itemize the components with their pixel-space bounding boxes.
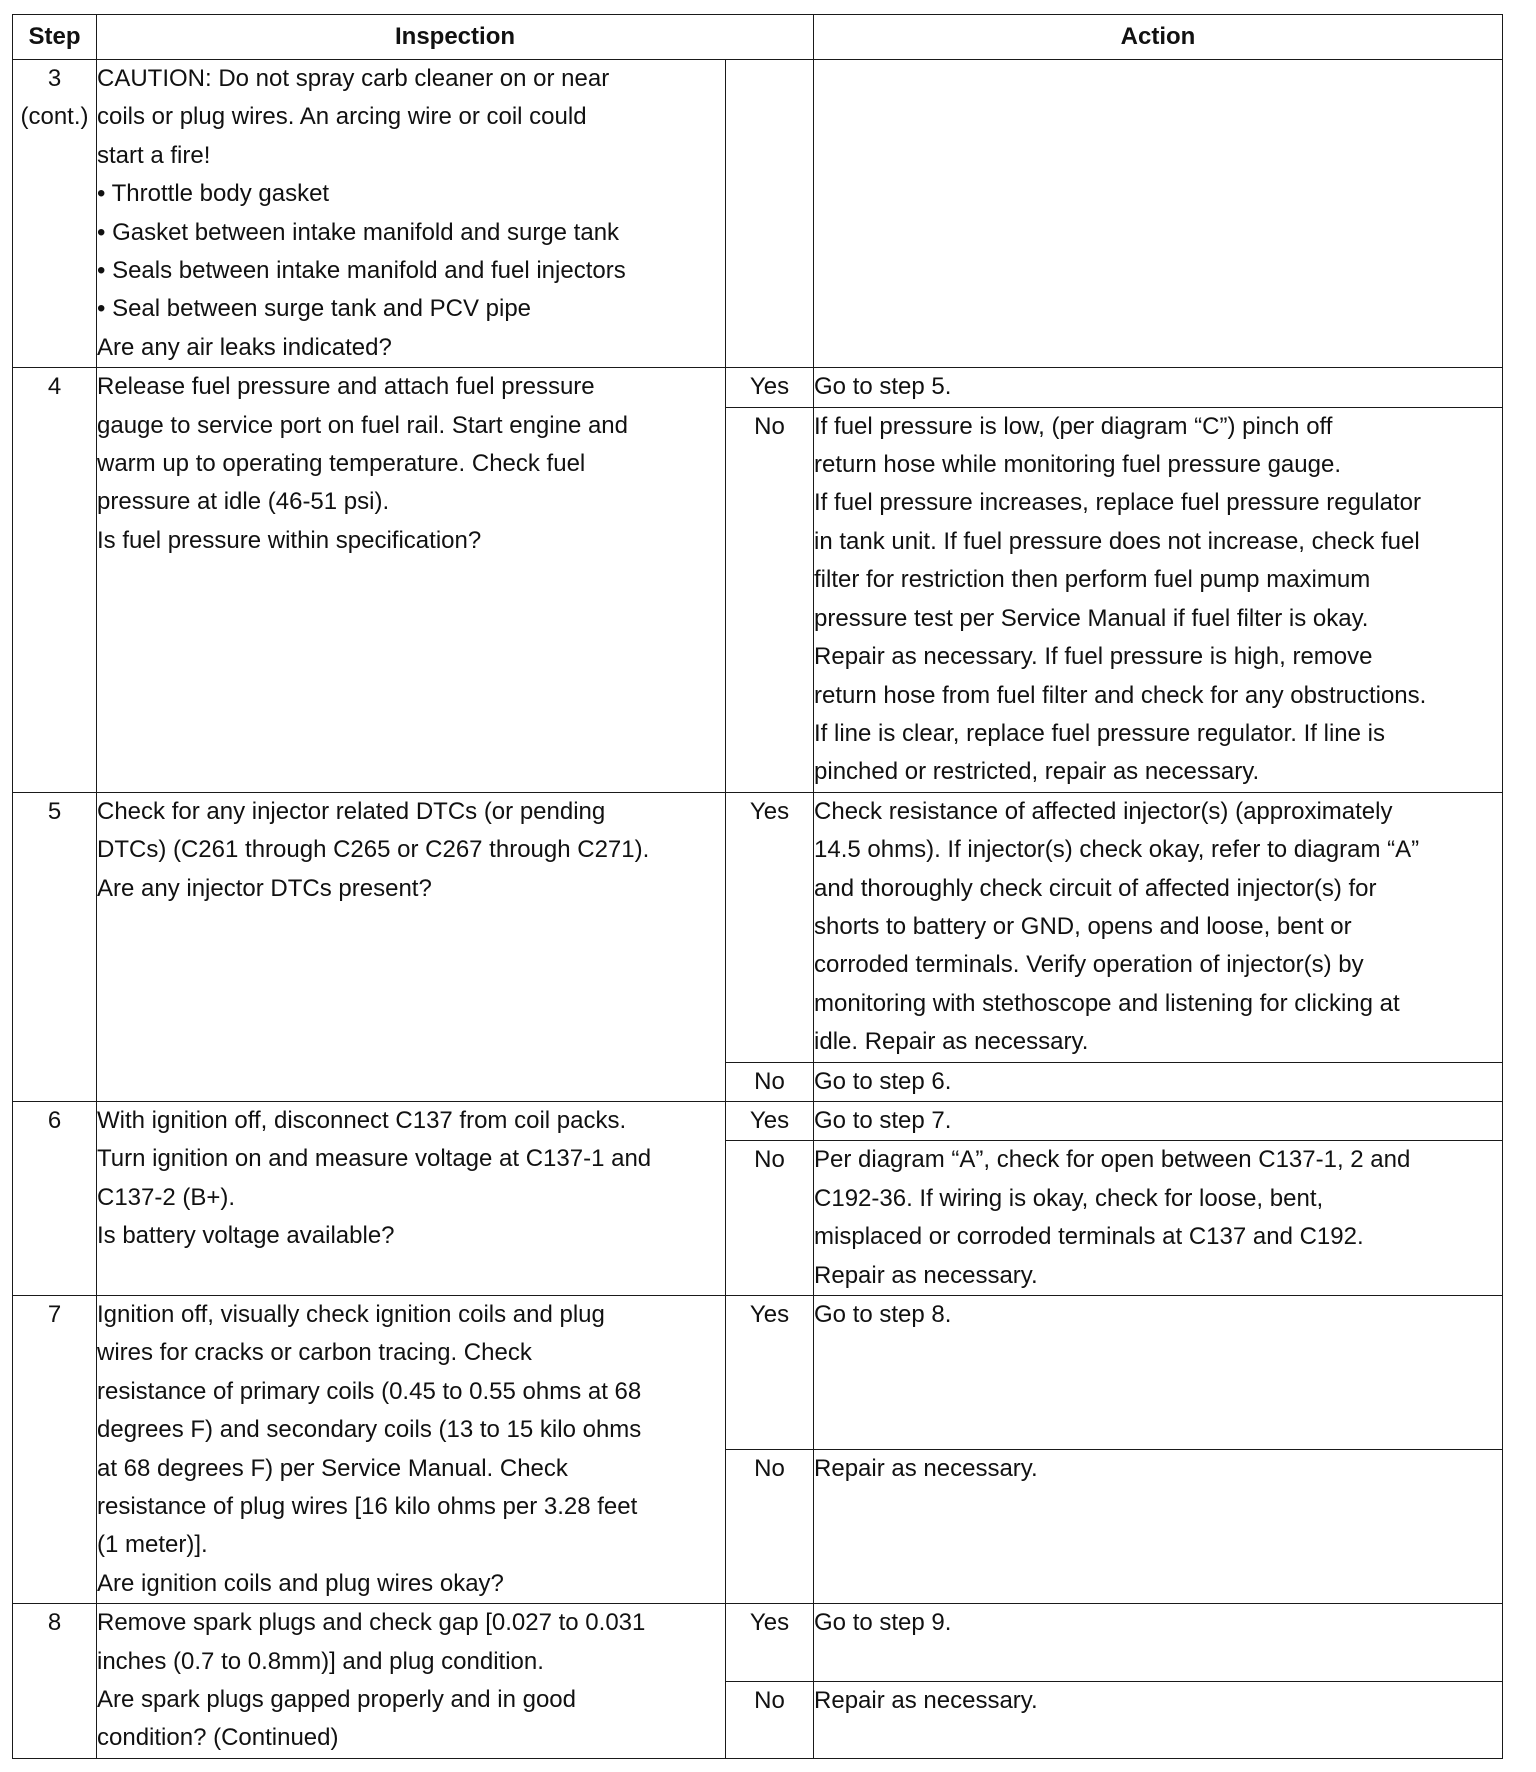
inspection-cell bbox=[97, 368, 726, 792]
action-line: Go to step 9. bbox=[814, 1609, 952, 1637]
inspection-line: Is battery voltage available? bbox=[97, 1222, 395, 1250]
step-note: (cont.) bbox=[20, 103, 89, 131]
response-cell bbox=[726, 60, 814, 368]
inspection-line: DTCs) (C261 through C265 or C267 through C271). bbox=[97, 836, 650, 864]
inspection-line: wires for cracks or carbon tracing. Check bbox=[97, 1339, 532, 1367]
action-line: Repair as necessary. bbox=[814, 1261, 1038, 1289]
step-number: 6 bbox=[47, 1106, 62, 1134]
no-label: No bbox=[726, 1681, 814, 1758]
inspection-line: warm up to operating temperature. Check fuel bbox=[97, 450, 586, 478]
inspection-line: With ignition off, disconnect C137 from coil packs. bbox=[97, 1106, 627, 1134]
diagnostic-table-page bbox=[12, 14, 1502, 1759]
action-line: If fuel pressure is low, (per diagram “C”) pinch off bbox=[814, 412, 1333, 440]
inspection-line: • Seals between intake manifold and fuel injectors bbox=[97, 257, 626, 285]
table-row bbox=[13, 792, 1503, 1062]
table-row bbox=[13, 1101, 1503, 1140]
table-row bbox=[13, 60, 1503, 368]
step-cell bbox=[13, 1604, 97, 1759]
action-line: If fuel pressure increases, replace fuel pressure regulator bbox=[814, 489, 1421, 517]
header-step: Step bbox=[13, 15, 97, 60]
step-number: 7 bbox=[47, 1301, 62, 1328]
action-line: idle. Repair as necessary. bbox=[814, 1028, 1089, 1056]
inspection-line: degrees F) and secondary coils (13 to 15 kilo ohms bbox=[97, 1416, 642, 1444]
no-action bbox=[814, 1141, 1503, 1296]
yes-action bbox=[814, 792, 1503, 1062]
step-number: 5 bbox=[47, 797, 62, 825]
table-row bbox=[13, 1296, 1503, 1450]
yes-action bbox=[814, 1296, 1503, 1450]
inspection-line: Are spark plugs gapped properly and in good bbox=[97, 1686, 576, 1714]
step-number: 3 bbox=[47, 65, 62, 92]
no-action bbox=[814, 1450, 1503, 1604]
inspection-line: gauge to service port on fuel rail. Start engine and bbox=[97, 411, 628, 439]
action-line: Repair as necessary. bbox=[814, 1686, 1038, 1714]
inspection-cell bbox=[97, 1101, 726, 1295]
step-cell bbox=[13, 368, 97, 792]
yes-action bbox=[814, 368, 1503, 407]
step-number: 4 bbox=[47, 373, 62, 401]
inspection-line: • Seal between surge tank and PCV pipe bbox=[97, 295, 532, 323]
no-action bbox=[814, 1681, 1503, 1758]
action-line: If line is clear, replace fuel pressure regulator. If line is bbox=[814, 719, 1385, 747]
yes-label: Yes bbox=[726, 1296, 814, 1450]
inspection-cell bbox=[97, 60, 726, 368]
no-label: No bbox=[726, 1450, 814, 1604]
yes-label: Yes bbox=[726, 1101, 814, 1140]
yes-label: Yes bbox=[726, 1604, 814, 1681]
inspection-line: Remove spark plugs and check gap [0.027 to 0.031 bbox=[97, 1609, 646, 1637]
inspection-line: Are any air leaks indicated? bbox=[97, 333, 392, 361]
inspection-cell bbox=[97, 792, 726, 1101]
action-cell bbox=[814, 60, 1503, 368]
table-row bbox=[13, 1604, 1503, 1681]
table-row bbox=[13, 368, 1503, 407]
step-cell bbox=[13, 792, 97, 1101]
header-action: Action bbox=[814, 15, 1503, 60]
yes-label: Yes bbox=[726, 792, 814, 1062]
yes-label: Yes bbox=[726, 368, 814, 407]
action-line: shorts to battery or GND, opens and loose, bent or bbox=[814, 912, 1352, 940]
inspection-line: Are ignition coils and plug wires okay? bbox=[97, 1569, 504, 1597]
action-line: Repair as necessary. bbox=[814, 1455, 1038, 1483]
action-line: Check resistance of affected injector(s) (approximately bbox=[814, 797, 1393, 825]
action-line: misplaced or corroded terminals at C137 and C192. bbox=[814, 1223, 1364, 1251]
yes-action bbox=[814, 1604, 1503, 1681]
header-inspection: Inspection bbox=[97, 15, 814, 60]
inspection-line: Are any injector DTCs present? bbox=[97, 874, 432, 902]
no-label: No bbox=[726, 1141, 814, 1296]
action-line: filter for restriction then perform fuel pump maximum bbox=[814, 566, 1371, 594]
no-label: No bbox=[726, 407, 814, 792]
step-number: 8 bbox=[47, 1609, 62, 1637]
action-line: pinched or restricted, repair as necessary. bbox=[814, 758, 1260, 786]
inspection-cell bbox=[97, 1296, 726, 1604]
step-cell bbox=[13, 1101, 97, 1295]
action-line: Repair as necessary. If fuel pressure is high, remove bbox=[814, 643, 1373, 671]
action-line: Per diagram “A”, check for open between C137-1, 2 and bbox=[814, 1146, 1411, 1174]
inspection-line: Is fuel pressure within specification? bbox=[97, 526, 482, 554]
step-cell bbox=[13, 60, 97, 368]
action-line: Go to step 7. bbox=[814, 1106, 952, 1134]
header-row bbox=[13, 15, 1503, 60]
action-line: pressure test per Service Manual if fuel filter is okay. bbox=[814, 604, 1369, 632]
action-line: corroded terminals. Verify operation of injector(s) by bbox=[814, 951, 1364, 979]
action-line: Go to step 6. bbox=[814, 1067, 952, 1095]
step-cell bbox=[13, 1296, 97, 1604]
inspection-line: Ignition off, visually check ignition coils and plug bbox=[97, 1301, 605, 1328]
inspection-line: at 68 degrees F) per Service Manual. Check bbox=[97, 1454, 568, 1482]
inspection-line: (1 meter)]. bbox=[97, 1531, 208, 1559]
inspection-line: C137-2 (B+). bbox=[97, 1183, 236, 1211]
action-line: 14.5 ohms). If injector(s) check okay, refer to diagram “A” bbox=[814, 836, 1420, 864]
inspection-line: start a fire! bbox=[97, 141, 211, 169]
inspection-line: pressure at idle (46-51 psi). bbox=[97, 488, 390, 516]
diagnostic-table bbox=[12, 14, 1503, 1759]
inspection-line: condition? (Continued) bbox=[97, 1724, 339, 1752]
action-line: monitoring with stethoscope and listening for clicking at bbox=[814, 989, 1400, 1017]
no-action bbox=[814, 407, 1503, 792]
action-line: Go to step 8. bbox=[814, 1301, 952, 1328]
action-line: C192-36. If wiring is okay, check for loose, bent, bbox=[814, 1184, 1324, 1212]
action-line: in tank unit. If fuel pressure does not increase, check fuel bbox=[814, 527, 1420, 555]
action-line: Go to step 5. bbox=[814, 373, 952, 401]
inspection-line: Check for any injector related DTCs (or pending bbox=[97, 797, 606, 825]
inspection-line: • Throttle body gasket bbox=[97, 180, 330, 208]
inspection-line: • Gasket between intake manifold and surge tank bbox=[97, 218, 620, 246]
inspection-line: resistance of plug wires [16 kilo ohms per 3.28 feet bbox=[97, 1493, 638, 1521]
inspection-line: resistance of primary coils (0.45 to 0.55 ohms at 68 bbox=[97, 1377, 642, 1405]
yes-action bbox=[814, 1101, 1503, 1140]
inspection-line: coils or plug wires. An arcing wire or coil could bbox=[97, 103, 587, 131]
no-label: No bbox=[726, 1062, 814, 1101]
action-line: and thoroughly check circuit of affected injector(s) for bbox=[814, 874, 1377, 902]
action-line: return hose from fuel filter and check for any obstructions. bbox=[814, 681, 1427, 709]
inspection-line: inches (0.7 to 0.8mm)] and plug condition. bbox=[97, 1647, 544, 1675]
inspection-line: Turn ignition on and measure voltage at C137-1 and bbox=[97, 1145, 652, 1173]
no-action bbox=[814, 1062, 1503, 1101]
inspection-line: Release fuel pressure and attach fuel pressure bbox=[97, 373, 595, 401]
inspection-line: CAUTION: Do not spray carb cleaner on or near bbox=[97, 65, 610, 92]
inspection-cell bbox=[97, 1604, 726, 1759]
action-line: return hose while monitoring fuel pressure gauge. bbox=[814, 451, 1341, 479]
